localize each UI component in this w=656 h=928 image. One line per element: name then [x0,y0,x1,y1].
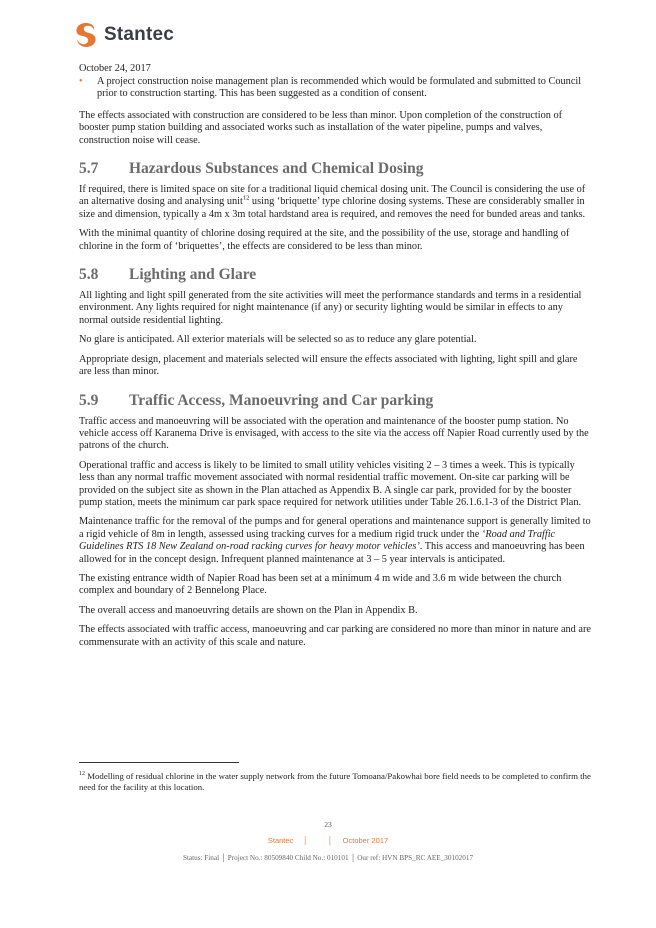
bullet-item [79,76,591,101]
footer-separator: │ [327,836,333,845]
section-title: Traffic Access, Manoeuvring and Car parking [129,391,434,409]
footnote-number: 12 [79,771,85,778]
section-5-7-paragraph-1 [79,184,591,221]
bullet-icon: • [79,76,83,87]
footnote-divider [79,762,239,763]
footnote-reference[interactable]: 12 [242,195,250,203]
section-title: Hazardous Substances and Chemical Dosing [129,160,424,178]
section-5-8-paragraph-2: No glare is anticipated. All exterior materials will be selected so as to reduce any glare potential. [79,334,477,346]
section-5-9-paragraph-2: Operational traffic and access is likely to be limited to small utility vehicles visiting 2 – 3 times a week. This is typically less than any normal traffic movement associated with normal residential traffic movement. On-site car parking will be provided on the subject site as shown in the Plan attached as Appendix B. A single car park, provided for by the booster pump station, meets the minimum car park space required for network utilities under Table 26.1.6.1-3 of the District Plan. [79,459,582,508]
footnote [79,771,591,793]
text-run: using ‘briquette’ type chlorine dosing systems. These are considerably smaller in size and dimension, typically a 4m x 3m total hardstand area is required, and removes the need for bunded areas and tanks. [79,196,586,220]
text-run: . This access and manoeuvring has been allowed for in the concept design. Infrequent planned maintenance at 3 – 5 year intervals is anticipated. [79,541,585,565]
section-5-9-paragraph-3 [79,516,591,566]
page-number: 23 [324,820,332,829]
logo-text: Stantec [104,24,175,45]
section-heading-5-9 [79,392,591,410]
section-5-7-paragraph-2: With the minimal quantity of chlorine dosing required at the site, and the possibility of the use, storage and handling of chlorine in the form of ‘briquettes’, the effects are considered to be less than minor. [79,228,570,252]
text-run: Maintenance traffic for the removal of the pumps and for general operations and maintenance support is generally limited to a rigid vehicle of 8m in length, assessed using tracking curves for a medium rigid truck under the [79,516,591,540]
footnote-text: Modelling of residual chlorine in the water supply network from the future Tomoana/Pakowhai bore field needs to be completed to confirm the need for the facility at this location. [79,771,591,792]
section-heading-5-8 [79,266,591,284]
section-5-9-paragraph-1: Traffic access and manoeuvring will be associated with the operation and maintenance of the booster pump station. No vehicle access off Karanema Drive is envisaged, with access to the site via the access off Napier Road currently used by the patrons of the church. [79,415,589,452]
section-number: 5.9 [79,391,99,409]
footer-date: October 2017 [342,836,389,845]
stantec-logo [74,22,174,48]
section-5-9-paragraph-5: The overall access and manoeuvring details are shown on the Plan in Appendix B. [79,604,418,616]
section-5-9-paragraph-6: The effects associated with traffic access, manoeuvring and car parking are considered no more than minor in nature and are commensurate with an activity of this scale and nature. [79,624,591,648]
intro-paragraph: The effects associated with construction are considered to be less than minor. Upon completion of the construction of booster pump station building and associated works such as installation of the water pipeline, pumps and valves, construction noise will cease. [79,109,563,146]
document-date: October 24, 2017 [79,63,151,74]
text-run: If required, there is limited space on site for a traditional liquid chemical dosing unit. The Council is considering the use of an alternative dosing and analysing unit [79,184,586,208]
footer-separator: │ [303,836,308,845]
footer-company-line [0,836,656,845]
bullet-text: A project construction noise management plan is recommended which would be formulated and submitted to Council prior to construction starting. This has been suggested as a condition of consent. [97,76,582,100]
section-5-9-paragraph-4: The existing entrance width of Napier Road has been set at a minimum 4 m wide and 3.6 m wide between the church complex and boundary of 2 Bennelong Place. [79,572,562,597]
section-number: 5.8 [79,266,99,284]
section-heading-5-7 [79,160,591,178]
section-5-8-paragraph-1: All lighting and light spill generated from the site activities will meet the performance standards and terms in a residential environment. Any lights required for night maintenance (if any) or security lighting would be similar in effects to any normal outside residential lighting. [79,290,582,326]
guideline-title: ‘Road and Traffic Guidelines RTS 18 New Zealand on-road racking curves for heavy motor vehicles’ [79,528,556,553]
main-content [79,63,591,656]
section-5-8-paragraph-3: Appropriate design, placement and materials selected will ensure the effects associated with lighting, light spill and glare are less than minor. [79,353,578,378]
footer-company: Stantec [267,836,294,845]
stantec-swirl-icon [74,22,98,48]
section-number: 5.7 [79,160,99,178]
section-title: Lighting and Glare [129,266,257,284]
footer-status-line: Status: Final │ Project No.: 80509840 Child No.: 010101 │ Our ref: HVN BPS_RC AEE_30102017 [182,854,474,862]
